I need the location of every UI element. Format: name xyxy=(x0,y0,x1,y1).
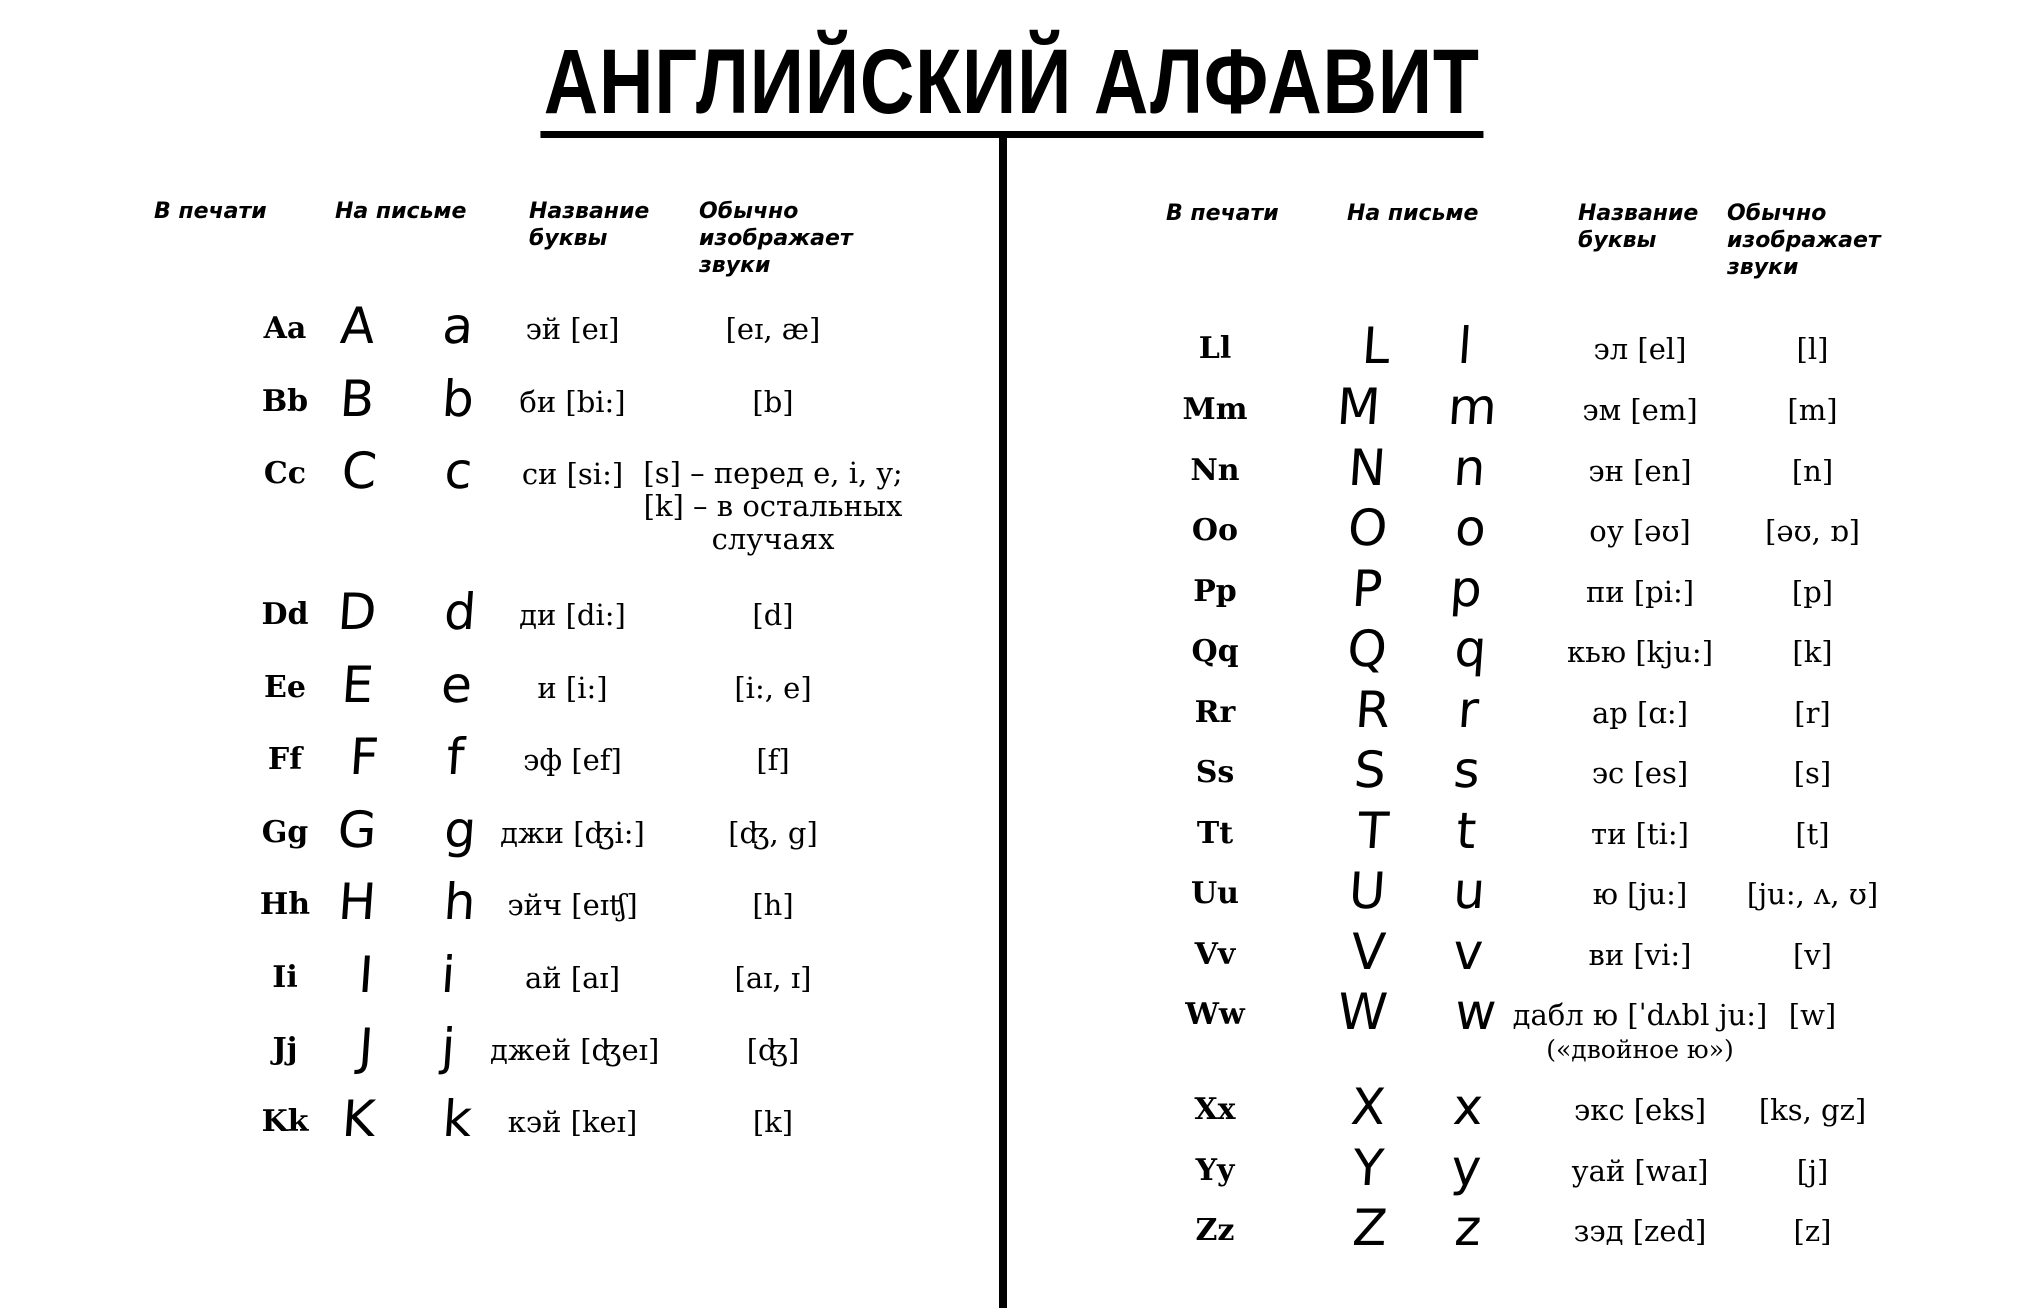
letter-name: джей [ʤeɪ] xyxy=(490,1033,660,1067)
letter-name: джи [ʤi:] xyxy=(500,816,645,850)
handwritten-letter: L l xyxy=(1360,317,1500,375)
header-sounds-line: звуки xyxy=(1727,255,1799,280)
letter-sounds: [i:, e] xyxy=(734,671,812,705)
letter-sounds: [w] xyxy=(1788,998,1837,1032)
header-sounds-line: изображает xyxy=(699,226,853,251)
letter-name: си [si:] xyxy=(521,457,624,491)
letter-sounds-line: случаях xyxy=(711,522,835,556)
handwritten-letter: U u xyxy=(1346,862,1514,920)
letter-sounds: [t] xyxy=(1795,817,1830,851)
handwritten-letter: F f xyxy=(347,728,493,786)
letter-sounds-line: [s] – перед e, i, y; xyxy=(643,456,903,490)
letter-name: уай [waɪ] xyxy=(1571,1154,1709,1188)
header-letter-name xyxy=(1578,200,1698,254)
handwritten-letter: M m xyxy=(1335,378,1525,436)
letter-name: ди [di:] xyxy=(519,598,626,632)
letter-sounds: [j] xyxy=(1796,1154,1829,1188)
printed-letter: Zz xyxy=(1195,1213,1235,1248)
letter-name: эйч [eɪʧ] xyxy=(507,888,638,922)
printed-letter: Pp xyxy=(1193,574,1237,609)
letter-sounds: [h] xyxy=(752,888,794,922)
letter-name: оу [əʊ] xyxy=(1589,514,1691,548)
letter-name: ви [vi:] xyxy=(1588,938,1692,972)
handwritten-letter: G g xyxy=(335,801,505,859)
letter-sounds: [z] xyxy=(1793,1214,1832,1248)
letter-name: пи [pi:] xyxy=(1585,575,1695,609)
header-printed: В печати xyxy=(1166,201,1279,226)
handwritten-letter: N n xyxy=(1346,439,1514,497)
header-letter-name xyxy=(529,198,649,252)
printed-letter: Ll xyxy=(1198,331,1232,366)
printed-letter: Kk xyxy=(261,1104,309,1139)
letter-sounds: [ks, gz] xyxy=(1758,1093,1867,1127)
printed-letter: Gg xyxy=(261,815,309,850)
handwritten-letter: P p xyxy=(1350,560,1510,618)
letter-name: ю [ju:] xyxy=(1592,877,1688,911)
letter-sounds: [eɪ, æ] xyxy=(725,312,821,346)
handwritten-letter: C c xyxy=(339,442,501,500)
handwritten-letter: X x xyxy=(1349,1078,1511,1136)
printed-letter: Ff xyxy=(267,742,303,777)
letter-sounds-line: [k] – в остальных xyxy=(643,489,903,523)
printed-letter: Yy xyxy=(1195,1153,1235,1188)
letter-name: эл [el] xyxy=(1593,332,1687,366)
letter-name: кью [kju:] xyxy=(1566,635,1714,669)
handwritten-letter: O o xyxy=(1346,499,1514,557)
header-written: На письме xyxy=(335,199,467,224)
header-letter-name-line: буквы xyxy=(529,226,608,251)
handwritten-letter: D d xyxy=(335,583,505,641)
printed-letter: Ss xyxy=(1195,755,1235,790)
letter-name: эм [em] xyxy=(1582,393,1698,427)
printed-letter: Ii xyxy=(272,960,298,995)
printed-letter: Vv xyxy=(1194,937,1236,972)
letter-sounds: [ʤ, g] xyxy=(728,816,818,850)
letter-sounds: [p] xyxy=(1791,575,1834,609)
letter-name: экс [eks] xyxy=(1573,1093,1707,1127)
letter-name: эй [eɪ] xyxy=(525,312,620,346)
letter-sounds: [ʤ] xyxy=(746,1033,800,1067)
letter-sounds: [əʊ, ɒ] xyxy=(1765,514,1860,548)
letter-name: эс [es] xyxy=(1591,756,1689,790)
handwritten-letter: T t xyxy=(1355,802,1505,860)
letter-name: кэй [keɪ] xyxy=(507,1105,638,1139)
header-sounds-line: Обычно xyxy=(1727,201,1827,226)
handwritten-letter: A a xyxy=(338,297,502,355)
letter-name: эн [en] xyxy=(1588,454,1692,488)
letter-name: дабл ю [ˈdʌbl ju:] xyxy=(1512,998,1768,1032)
printed-letter: Mm xyxy=(1182,392,1248,427)
letter-sounds: [l] xyxy=(1796,332,1829,366)
letter-sounds: [ju:, ʌ, ʊ] xyxy=(1746,877,1879,911)
letter-sounds: [m] xyxy=(1787,393,1838,427)
printed-letter: Tt xyxy=(1196,816,1234,851)
letter-sounds: [b] xyxy=(752,385,794,419)
column-divider xyxy=(999,134,1007,1308)
letter-sounds xyxy=(632,457,914,556)
printed-letter: Xx xyxy=(1194,1092,1236,1127)
printed-letter: Rr xyxy=(1194,695,1236,730)
handwritten-letter: H h xyxy=(336,873,504,931)
printed-letter: Jj xyxy=(272,1032,298,1067)
printed-letter: Ee xyxy=(264,670,306,705)
letter-name: и [i:] xyxy=(537,671,608,705)
handwritten-letter: Q q xyxy=(1345,620,1515,678)
title-text: АНГЛИЙСКИЙ АЛФАВИТ xyxy=(541,34,1484,138)
handwritten-letter: B b xyxy=(338,370,502,428)
page-title xyxy=(0,31,2024,138)
header-sounds xyxy=(1727,200,1881,281)
printed-letter: Oo xyxy=(1191,513,1239,548)
header-letter-name-line: буквы xyxy=(1578,228,1657,253)
header-letter-name-line: Название xyxy=(529,199,650,224)
handwritten-letter: I i xyxy=(356,946,484,1004)
letter-name-note: («двойное ю») xyxy=(1546,1035,1734,1064)
letter-name: зэд [zed] xyxy=(1573,1214,1707,1248)
printed-letter: Nn xyxy=(1190,453,1240,488)
handwritten-letter: Y y xyxy=(1350,1139,1510,1197)
letter-sounds: [s] xyxy=(1793,756,1832,790)
letter-name: ар [ɑ:] xyxy=(1591,696,1689,730)
header-sounds-line: изображает xyxy=(1727,228,1881,253)
letter-name: ти [ti:] xyxy=(1591,817,1689,851)
letter-name: эф [ef] xyxy=(523,743,622,777)
header-printed: В печати xyxy=(154,199,267,224)
letter-sounds: [k] xyxy=(752,1105,794,1139)
header-letter-name-line: Название xyxy=(1578,201,1699,226)
letter-sounds: [r] xyxy=(1794,696,1831,730)
letter-sounds: [n] xyxy=(1791,454,1834,488)
printed-letter: Uu xyxy=(1191,876,1239,911)
letter-name: би [bi:] xyxy=(519,385,626,419)
letter-sounds: [aɪ, ɪ] xyxy=(734,961,812,995)
letter-sounds: [d] xyxy=(752,598,794,632)
letter-sounds: [v] xyxy=(1792,938,1832,972)
header-sounds xyxy=(699,198,853,279)
printed-letter: Cc xyxy=(263,456,307,491)
letter-sounds: [f] xyxy=(756,743,790,777)
handwritten-letter: V v xyxy=(1349,923,1511,981)
letter-name: ай [aɪ] xyxy=(524,961,621,995)
handwritten-letter: E e xyxy=(339,656,501,714)
printed-letter: Ww xyxy=(1185,997,1245,1032)
handwritten-letter: W w xyxy=(1335,983,1525,1041)
printed-letter: Aa xyxy=(263,311,307,346)
header-sounds-line: звуки xyxy=(699,253,771,278)
handwritten-letter: K k xyxy=(340,1090,500,1148)
printed-letter: Bb xyxy=(261,384,309,419)
handwritten-letter: S s xyxy=(1352,741,1508,799)
handwritten-letter: R r xyxy=(1353,681,1507,739)
handwritten-letter: Z z xyxy=(1350,1199,1510,1257)
printed-letter: Dd xyxy=(261,597,309,632)
printed-letter: Qq xyxy=(1191,634,1239,669)
printed-letter: Hh xyxy=(259,887,311,922)
header-sounds-line: Обычно xyxy=(699,199,799,224)
header-written: На письме xyxy=(1347,201,1479,226)
handwritten-letter: J j xyxy=(356,1018,484,1076)
letter-sounds: [k] xyxy=(1792,635,1833,669)
